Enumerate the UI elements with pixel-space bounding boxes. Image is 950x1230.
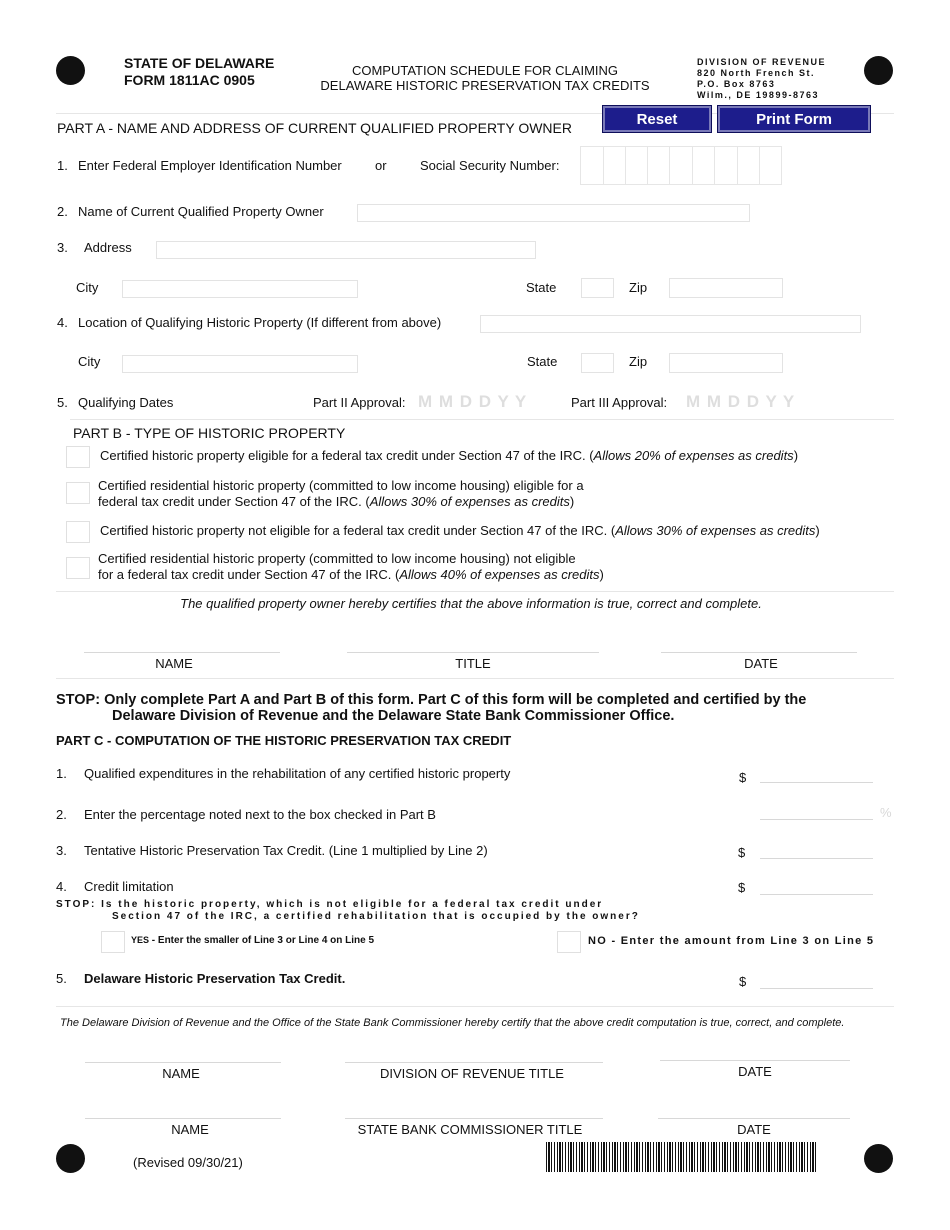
line-3-number: 3.	[57, 240, 68, 255]
or-label: or	[375, 158, 387, 173]
commissioner-date-signature-line[interactable]	[658, 1118, 850, 1119]
percent-sign: %	[880, 805, 892, 820]
qualifying-dates-label: Qualifying Dates	[78, 395, 174, 410]
yes-checkbox[interactable]	[101, 931, 125, 953]
part-iii-approval-date-input[interactable]: M M D D Y Y	[686, 392, 796, 411]
line-4-number: 4.	[57, 315, 68, 330]
question-line-b: Section 47 of the IRC, a certified rehabilitation that is occupied by the owner?	[112, 911, 640, 922]
dollar-sign: $	[739, 974, 747, 989]
yes-option	[131, 935, 374, 946]
option-3-text: Certified historic property not eligible for a federal tax credit under Section 47 of the IRC. (	[100, 523, 616, 538]
form-number: FORM 1811AC 0905	[124, 72, 255, 88]
owner-name-signature-line[interactable]	[84, 652, 280, 653]
option-1-allowance: Allows 20% of expenses as credits	[593, 448, 794, 463]
ssn-digit-divider	[669, 146, 692, 185]
form-title-line1: COMPUTATION SCHEDULE FOR CLAIMING	[351, 63, 619, 78]
c-line-5-number: 5.	[56, 971, 67, 986]
owner-certification: The qualified property owner hereby certifies that the above information is true, correct and complete.	[180, 596, 762, 611]
property-location-label: Location of Qualifying Historic Property (If different from above)	[78, 315, 442, 330]
print-form-button[interactable]: Print Form	[718, 106, 870, 132]
option-1-text: Certified historic property eligible for a federal tax credit under Section 47 of the IRC. (	[100, 448, 594, 463]
commissioner-name-signature-line[interactable]	[85, 1118, 281, 1119]
yes-instruction: - Enter the smaller of Line 3 or Line 4 on Line 5	[149, 935, 375, 946]
commissioner-date-caption: DATE	[737, 1122, 771, 1137]
c-line-3-number: 3.	[56, 843, 67, 858]
tentative-credit-input[interactable]	[760, 842, 873, 859]
property-type-checkbox-2[interactable]	[66, 482, 90, 504]
dollar-sign: $	[738, 845, 746, 860]
credit-limitation-input[interactable]	[760, 878, 873, 895]
property-type-checkbox-4[interactable]	[66, 557, 90, 579]
part-c-heading: PART C - COMPUTATION OF THE HISTORIC PRESERVATION TAX CREDIT	[56, 733, 512, 748]
property-location-input[interactable]	[480, 315, 861, 333]
commissioner-name-caption: NAME	[171, 1122, 209, 1137]
stop-notice-line2: Delaware Division of Revenue and the Delaware State Bank Commissioner Office.	[112, 708, 675, 724]
reset-button[interactable]: Reset	[603, 106, 711, 132]
state-name: STATE OF DELAWARE	[124, 55, 275, 71]
yes-label: YES	[131, 935, 150, 945]
ssn-digit-divider	[714, 146, 737, 185]
division-address	[697, 57, 826, 101]
property-city-input[interactable]	[122, 355, 358, 373]
state-certification: The Delaware Division of Revenue and the Office of the State Bank Commissioner hereby certify that the above credit computation is true, correct, and complete.	[60, 1017, 845, 1029]
option-2-text-a: Certified residential historic property (committed to low income housing) eligible for a	[98, 478, 584, 493]
revenue-title-signature-line[interactable]	[345, 1062, 603, 1063]
form-barcode	[546, 1142, 818, 1172]
commissioner-title-caption: STATE BANK COMMISSIONER TITLE	[357, 1122, 583, 1137]
part-b-heading: PART B - TYPE OF HISTORIC PROPERTY	[73, 425, 346, 441]
paren: )	[815, 523, 820, 538]
owner-title-caption: TITLE	[455, 656, 491, 671]
owner-date-signature-line[interactable]	[661, 652, 857, 653]
registration-mark-top-right	[864, 56, 893, 85]
option-3-allowance: Allows 30% of expenses as credits	[615, 523, 816, 538]
line-1-number: 1.	[57, 158, 68, 173]
revenue-date-signature-line[interactable]	[660, 1060, 850, 1061]
ssn-digit-divider	[625, 146, 648, 185]
revision-date: (Revised 09/30/21)	[133, 1155, 243, 1170]
dollar-sign: $	[739, 770, 747, 785]
property-type-option-3	[100, 523, 820, 538]
revenue-date-caption: DATE	[738, 1064, 772, 1079]
form-title-line2: DELAWARE HISTORIC PRESERVATION TAX CREDITS	[320, 78, 650, 93]
dollar-sign: $	[738, 880, 746, 895]
owner-title-signature-line[interactable]	[347, 652, 599, 653]
stop-notice-line1: STOP: Only complete Part A and Part B of this form. Part C of this form will be completed and certified by the	[56, 692, 807, 708]
property-type-option-4	[98, 551, 604, 583]
c-line-1-number: 1.	[56, 766, 67, 781]
registration-mark-top-left	[56, 56, 85, 85]
property-type-option-1	[100, 448, 798, 463]
property-type-checkbox-1[interactable]	[66, 446, 90, 468]
option-4-text-a: Certified residential historic property (committed to low income housing) not eligible	[98, 551, 576, 566]
address-input[interactable]	[156, 241, 536, 259]
stop-notice	[56, 692, 806, 724]
option-2-allowance: Allows 30% of expenses as credits	[369, 494, 570, 509]
registration-mark-bottom-left	[56, 1144, 85, 1173]
property-state-label: State	[527, 354, 558, 369]
division-pobox: P.O. Box 8763	[697, 79, 776, 89]
qualified-expenditures-input[interactable]	[760, 766, 873, 783]
part-ii-approval-date-input[interactable]: M M D D Y Y	[418, 392, 528, 411]
ssn-digit-divider	[759, 146, 782, 185]
c-line-2-number: 2.	[56, 807, 67, 822]
property-city-label: City	[78, 354, 101, 369]
qualified-expenditures-label: Qualified expenditures in the rehabilitation of any certified historic property	[84, 766, 511, 781]
part-ii-approval-label: Part II Approval:	[313, 395, 406, 410]
revenue-name-signature-line[interactable]	[85, 1062, 281, 1063]
state-label: State	[526, 280, 557, 295]
address-label: Address	[84, 240, 132, 255]
no-checkbox[interactable]	[557, 931, 581, 953]
option-4-allowance: Allows 40% of expenses as credits	[399, 567, 600, 582]
option-2-text-b: federal tax credit under Section 47 of the IRC. (	[98, 494, 370, 509]
part-a-heading: PART A - NAME AND ADDRESS OF CURRENT QUALIFIED PROPERTY OWNER	[57, 120, 572, 136]
owner-occupied-question	[56, 899, 640, 923]
delaware-credit-input[interactable]	[760, 972, 873, 989]
city-label: City	[76, 280, 99, 295]
paren: )	[599, 567, 604, 582]
c-line-4-number: 4.	[56, 879, 67, 894]
city-input[interactable]	[122, 280, 358, 298]
property-zip-label: Zip	[629, 354, 648, 369]
registration-mark-bottom-right	[864, 1144, 893, 1173]
division-name: DIVISION OF REVENUE	[697, 57, 827, 67]
zip-label: Zip	[629, 280, 648, 295]
line-2-number: 2.	[57, 204, 68, 219]
question-line-a: STOP: Is the historic property, which is not eligible for a federal tax credit under	[56, 899, 604, 910]
owner-name-caption: NAME	[155, 656, 193, 671]
property-state-input[interactable]	[581, 353, 614, 373]
line-5-number: 5.	[57, 395, 68, 410]
paren: )	[793, 448, 799, 463]
owner-date-caption: DATE	[744, 656, 778, 671]
ssn-digit-divider	[603, 146, 626, 185]
owner-name-input[interactable]	[357, 204, 750, 222]
fein-label: Enter Federal Employer Identification Number	[78, 158, 342, 173]
ssn-digit-divider	[647, 146, 670, 185]
part-iii-approval-label: Part III Approval:	[571, 395, 668, 410]
delaware-credit-label: Delaware Historic Preservation Tax Credit.	[84, 971, 346, 986]
no-option: NO - Enter the amount from Line 3 on Line 5	[588, 935, 875, 947]
percentage-input[interactable]	[760, 803, 873, 820]
ssn-digit-divider	[737, 146, 760, 185]
paren: )	[569, 494, 575, 509]
ssn-label: Social Security Number:	[420, 158, 560, 173]
revenue-title-caption: DIVISION OF REVENUE TITLE	[380, 1066, 564, 1081]
option-4-text-b: for a federal tax credit under Section 47 of the IRC. (	[98, 567, 400, 582]
ssn-digit-divider	[692, 146, 715, 185]
tentative-credit-label: Tentative Historic Preservation Tax Credit. (Line 1 multiplied by Line 2)	[84, 843, 488, 858]
owner-name-label: Name of Current Qualified Property Owner	[78, 204, 324, 219]
state-input[interactable]	[581, 278, 614, 298]
property-type-option-2	[98, 478, 584, 510]
revenue-name-caption: NAME	[162, 1066, 200, 1081]
percentage-label: Enter the percentage noted next to the box checked in Part B	[84, 807, 436, 822]
property-type-checkbox-3[interactable]	[66, 521, 90, 543]
division-city: Wilm., DE 19899-8763	[697, 90, 819, 100]
credit-limitation-label: Credit limitation	[84, 879, 174, 894]
division-street: 820 North French St.	[697, 68, 816, 78]
commissioner-title-signature-line[interactable]	[345, 1118, 603, 1119]
property-zip-input[interactable]	[669, 353, 783, 373]
zip-input[interactable]	[669, 278, 783, 298]
